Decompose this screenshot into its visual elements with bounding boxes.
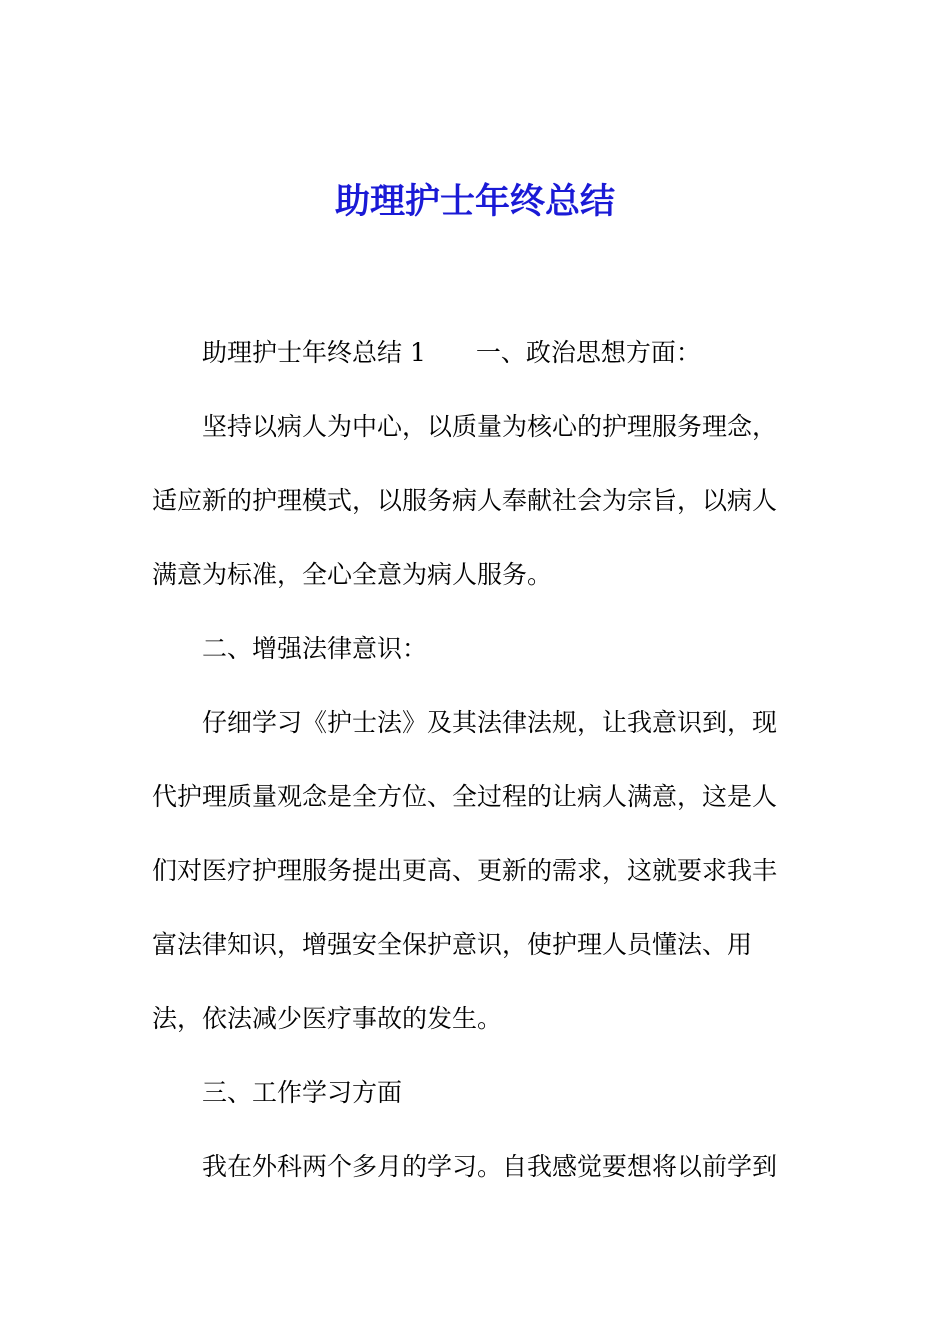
text-line: 仔细学习《护士法》及其法律法规，让我意识到，现 — [202, 708, 778, 737]
text-line: 富法律知识，增强安全保护意识，使护理人员懂法、用 — [152, 930, 753, 959]
text-line: 满意为标准，全心全意为病人服务。 — [152, 560, 553, 589]
text-line: 法，依法减少医疗事故的发生。 — [152, 1004, 503, 1033]
text-line: 助理护士年终总结 1 一、政治思想方面： — [202, 338, 701, 367]
text-line: 我在外科两个多月的学习。自我感觉要想将以前学到 — [202, 1152, 778, 1181]
text-line: 们对医疗护理服务提出更高、更新的需求，这就要求我丰 — [152, 856, 778, 885]
text-line: 坚持以病人为中心，以质量为核心的护理服务理念， — [202, 412, 778, 441]
document-title: 助理护士年终总结 — [334, 182, 615, 222]
text-line: 代护理质量观念是全方位、全过程的让病人满意，这是人 — [152, 782, 778, 811]
document-body — [152, 328, 792, 1216]
text-line: 二、增强法律意识： — [202, 634, 428, 663]
text-line: 适应新的护理模式，以服务病人奉献社会为宗旨，以病人 — [152, 486, 778, 515]
text-line: 三、工作学习方面 — [202, 1078, 403, 1107]
